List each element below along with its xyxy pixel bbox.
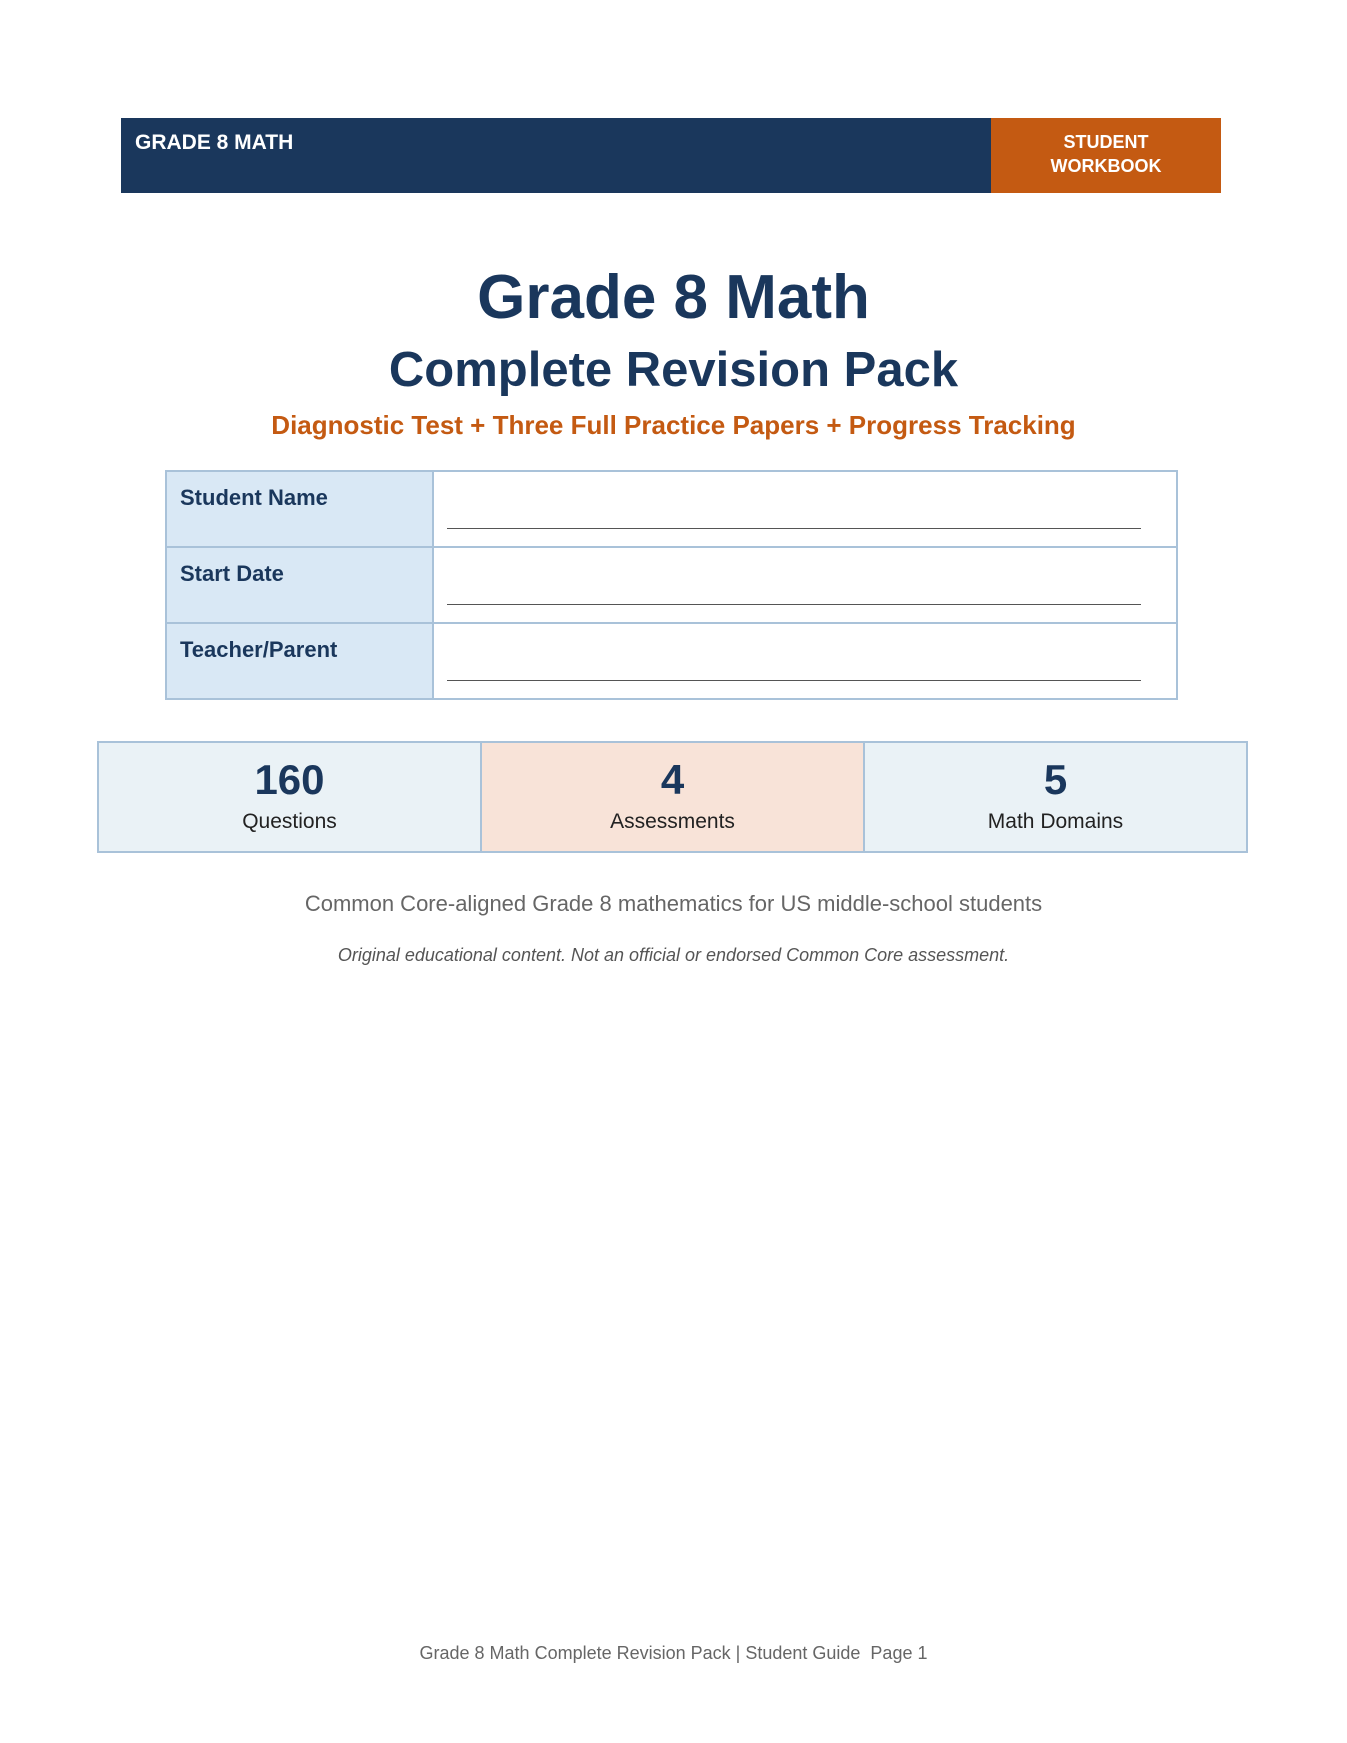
header-subject-label: GRADE 8 MATH <box>121 118 991 193</box>
stat-label: Math Domains <box>987 810 1124 833</box>
page-title: Grade 8 Math <box>477 263 870 332</box>
student-info-table <box>165 470 1178 700</box>
write-in-line <box>447 604 1141 605</box>
start-date-label: Start Date <box>166 547 433 623</box>
stat-value: 5 <box>1043 756 1068 803</box>
teacher-parent-field[interactable] <box>433 623 1177 699</box>
info-row-start-date <box>166 547 1177 623</box>
stat-value: 4 <box>660 756 685 803</box>
teacher-parent-label: Teacher/Parent <box>166 623 433 699</box>
badge-line-2: WORKBOOK <box>1050 156 1162 176</box>
page-subtitle: Complete Revision Pack <box>388 343 959 397</box>
stat-label: Assessments <box>610 810 735 833</box>
student-name-label: Student Name <box>166 471 433 547</box>
page-footer: Grade 8 Math Complete Revision Pack | Student Guide Page 1 <box>419 1643 928 1663</box>
badge-line-1: STUDENT <box>1063 132 1149 152</box>
header-bar <box>121 118 1221 193</box>
description-text: Common Core-aligned Grade 8 mathematics for US middle-school students <box>304 891 1043 916</box>
disclaimer-text: Original educational content. Not an official or endorsed Common Core assessment. <box>337 945 1010 965</box>
write-in-line <box>447 528 1141 529</box>
header-workbook-badge <box>991 118 1221 193</box>
info-row-teacher-parent <box>166 623 1177 699</box>
stat-assessments <box>482 743 865 851</box>
tagline: Diagnostic Test + Three Full Practice Papers + Progress Tracking <box>271 410 1076 440</box>
stat-questions <box>99 743 482 851</box>
stat-label: Questions <box>242 810 337 833</box>
info-row-student-name <box>166 471 1177 547</box>
student-name-field[interactable] <box>433 471 1177 547</box>
write-in-line <box>447 680 1141 681</box>
start-date-field[interactable] <box>433 547 1177 623</box>
stats-panel <box>97 741 1248 853</box>
stat-math-domains <box>865 743 1246 851</box>
stat-value: 160 <box>254 756 325 803</box>
